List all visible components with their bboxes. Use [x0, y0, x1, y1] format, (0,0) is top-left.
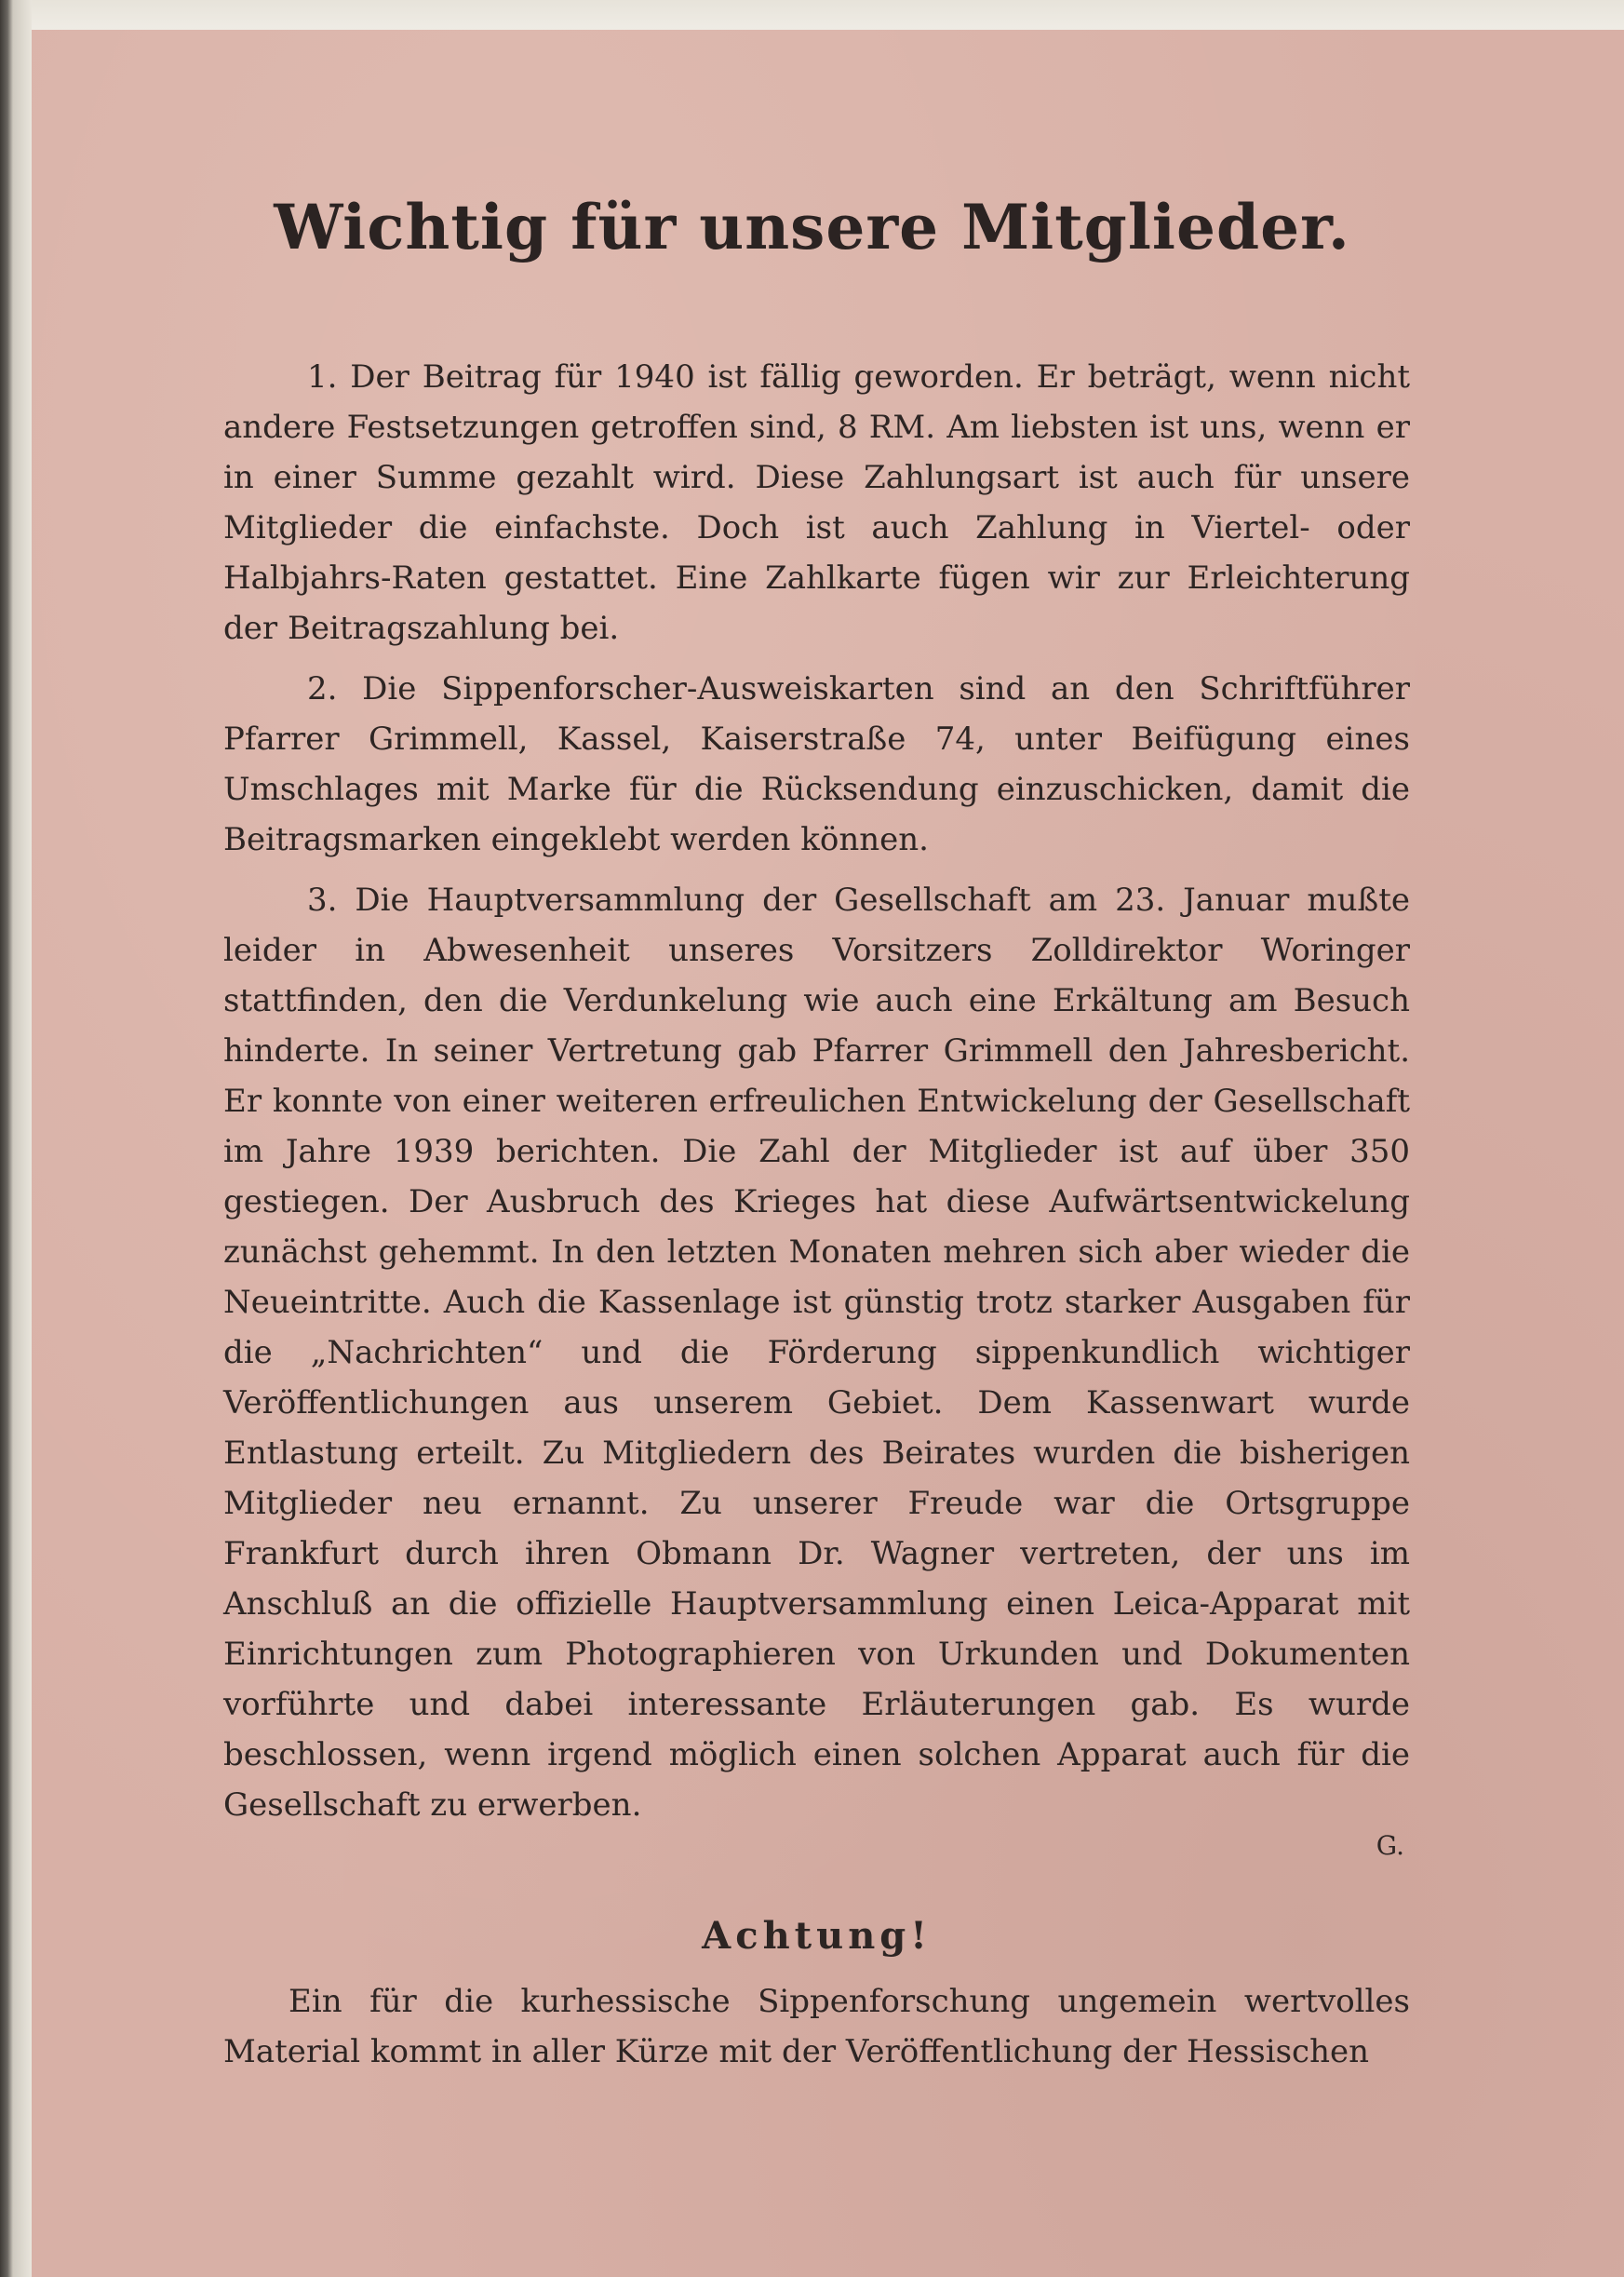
page-title: Wichtig für unsere Mitglieder.	[274, 191, 1350, 263]
author-signature: G.	[1376, 1830, 1404, 1861]
scan-top-edge	[0, 0, 1624, 30]
document-body	[223, 352, 1410, 2077]
notice-heading: Achtung!	[702, 1914, 932, 1958]
paragraph-1: 1. Der Beitrag für 1940 ist fällig geworden. Er beträgt, wenn nicht andere Festsetzungen getroffen sind, 8 RM. Am liebsten ist uns, wenn er in einer Summe gezahlt wird. Diese Zahlungsart ist auch für unsere Mitglieder die einfachste. Doch ist auch Zahlung in Viertel- oder Halbjahrs-Raten gestattet. Eine Zahlkarte fügen wir zur Erleichterung der Beitragszahlung bei.	[223, 358, 1410, 647]
scan-left-edge	[0, 0, 32, 2277]
paragraph-3: 3. Die Hauptversammlung der Gesellschaft am 23. Januar mußte leider in Abwesenheit unseres Vorsitzers Zolldirektor Woringer stattfinden, den die Verdunkelung wie auch eine Erkältung am Besuch hinderte. In seiner Vertretung gab Pfarrer Grimmell den Jahresbericht. Er konnte von einer weiteren erfreulichen Entwickelung der Gesellschaft im Jahre 1939 berichten. Die Zahl der Mitglieder ist auf über 350 gestiegen. Der Ausbruch des Krieges hat diese Aufwärtsentwickelung zunächst gehemmt. In den letzten Monaten mehren sich aber wieder die Neueintritte. Auch die Kassenlage ist günstig trotz starker Ausgaben für die „Nachrichten“ und die Förderung sippenkundlich wichtiger Veröffentlichungen aus unserem Gebiet. Dem Kassenwart wurde Entlastung erteilt. Zu Mitgliedern des Beirates wurden die bisherigen Mitglieder neu ernannt. Zu unserer Freude war die Ortsgruppe Frankfurt durch ihren Obmann Dr. Wagner vertreten, der uns im Anschluß an die offizielle Hauptversammlung einen Leica-Apparat mit Einrichtungen zum Photographieren von Urkunden und Dokumenten vorführte und dabei interessante Erläuterungen gab. Es wurde beschlossen, wenn irgend möglich einen solchen Apparat auch für die Gesellschaft zu erwerben.	[223, 882, 1410, 1824]
notice-paragraph: Ein für die kurhessische Sippenforschung ungemein wertvolles Material kommt in aller Kürze mit der Veröffentlichung der Hessischen	[223, 1983, 1410, 2070]
paragraph-2: 2. Die Sippenforscher-Ausweiskarten sind an den Schriftführer Pfarrer Grimmell, Kassel, Kaiserstraße 74, unter Beifügung eines Umschlages mit Marke für die Rücksendung einzuschicken, damit die Beitragsmarken eingeklebt werden können.	[223, 670, 1410, 858]
